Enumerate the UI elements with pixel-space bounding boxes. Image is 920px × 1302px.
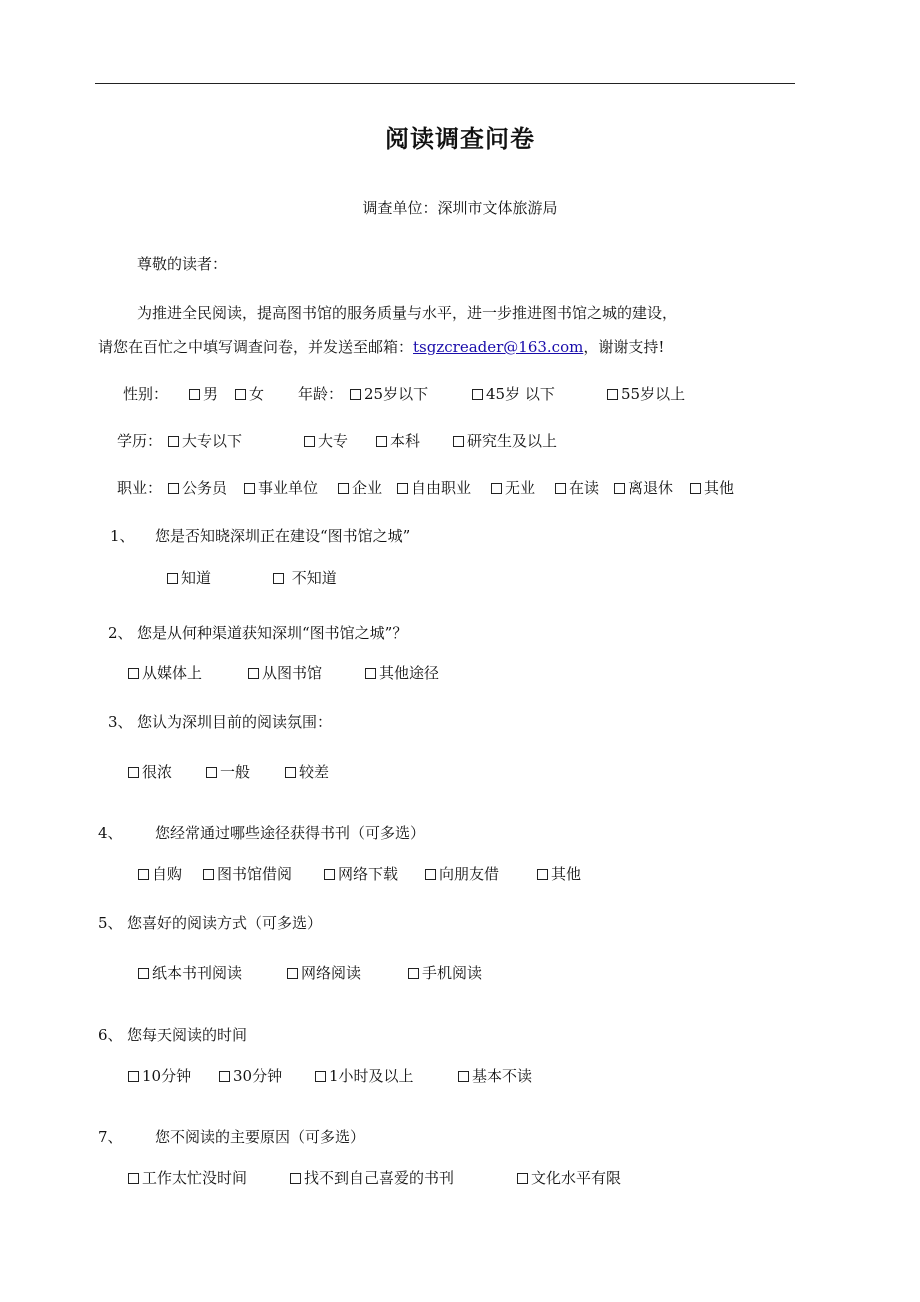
checkbox[interactable] (273, 573, 284, 584)
q4-option-buy[interactable] (138, 864, 182, 884)
option-label: 向朋友借 (439, 865, 500, 883)
intro-line-1: 为推进全民阅读，提高图书馆的服务质量与水平，进一步推进图书馆之城的建设， (137, 304, 678, 322)
option-label: 知道 (181, 569, 212, 587)
option-label: 大专 (318, 432, 349, 450)
education-option-bachelor[interactable] (376, 431, 420, 451)
checkbox[interactable] (458, 1071, 469, 1082)
checkbox[interactable] (290, 1173, 301, 1184)
checkbox[interactable] (128, 668, 139, 679)
option-label: 企业 (352, 479, 383, 497)
q4-option-other[interactable] (537, 864, 581, 884)
q2-option-media[interactable] (128, 663, 202, 683)
checkbox[interactable] (138, 869, 149, 880)
age-label: 年龄： (298, 385, 344, 403)
option-label: 其他 (551, 865, 582, 883)
checkbox[interactable] (203, 869, 214, 880)
q7-option-limited-education[interactable] (517, 1168, 621, 1188)
checkbox[interactable] (304, 436, 315, 447)
q5-option-print[interactable] (138, 963, 242, 983)
occupation-option-student[interactable] (555, 478, 599, 498)
q7-option-too-busy[interactable] (128, 1168, 247, 1188)
option-label: 文化水平有限 (531, 1169, 622, 1187)
q4-option-friends[interactable] (425, 864, 499, 884)
intro-line-2-suffix: ，谢谢支持! (583, 338, 665, 356)
checkbox[interactable] (235, 389, 246, 400)
option-label: 45岁 以下 (486, 385, 555, 403)
checkbox[interactable] (425, 869, 436, 880)
question-5-text: 您喜好的阅读方式（可多选） (127, 914, 323, 932)
option-label: 图书馆借阅 (217, 865, 293, 883)
checkbox[interactable] (128, 1173, 139, 1184)
option-label: 一般 (220, 763, 251, 781)
greeting: 尊敬的读者： (137, 255, 228, 273)
question-5-number: 5、 (98, 914, 123, 932)
question-6-number: 6、 (98, 1026, 123, 1044)
checkbox[interactable] (287, 968, 298, 979)
option-label: 公务员 (182, 479, 228, 497)
occupation-option-enterprise[interactable] (338, 478, 382, 498)
option-label: 其他 (704, 479, 735, 497)
option-label: 基本不读 (472, 1067, 533, 1085)
option-label: 25岁以下 (364, 385, 429, 403)
q5-option-mobile[interactable] (408, 963, 482, 983)
question-2-number: 2、 (108, 624, 133, 642)
checkbox[interactable] (408, 968, 419, 979)
option-label: 网络阅读 (301, 964, 362, 982)
option-label: 离退休 (628, 479, 674, 497)
q3-option-strong[interactable] (128, 762, 172, 782)
checkbox[interactable] (453, 436, 464, 447)
checkbox[interactable] (189, 389, 200, 400)
q4-option-library-borrow[interactable] (203, 864, 292, 884)
q2-option-other[interactable] (365, 663, 439, 683)
option-label: 女 (249, 385, 265, 403)
q7-option-no-favorite-books[interactable] (290, 1168, 454, 1188)
option-label: 55岁以上 (621, 385, 686, 403)
option-label: 较差 (299, 763, 330, 781)
checkbox[interactable] (365, 668, 376, 679)
q1-option-know[interactable] (167, 568, 211, 588)
gender-option-male[interactable] (189, 384, 218, 404)
option-label: 从图书馆 (262, 664, 323, 682)
q2-option-library[interactable] (248, 663, 322, 683)
question-4-number: 4、 (98, 824, 123, 842)
checkbox[interactable] (491, 483, 502, 494)
occupation-option-freelance[interactable] (397, 478, 471, 498)
q4-option-download[interactable] (324, 864, 398, 884)
checkbox[interactable] (350, 389, 361, 400)
option-label: 不知道 (287, 569, 337, 587)
occupation-option-civil-servant[interactable] (168, 478, 227, 498)
checkbox[interactable] (168, 483, 179, 494)
checkbox[interactable] (338, 483, 349, 494)
checkbox[interactable] (248, 668, 259, 679)
option-label: 男 (203, 385, 219, 403)
checkbox[interactable] (138, 968, 149, 979)
checkbox[interactable] (206, 767, 217, 778)
option-label: 1小时及以上 (329, 1067, 414, 1085)
checkbox[interactable] (315, 1071, 326, 1082)
option-label: 研究生及以上 (467, 432, 558, 450)
option-label: 大专以下 (182, 432, 243, 450)
option-label: 在读 (569, 479, 600, 497)
gender-option-female[interactable] (235, 384, 264, 404)
checkbox[interactable] (376, 436, 387, 447)
checkbox[interactable] (537, 869, 548, 880)
question-2-text: 您是从何种渠道获知深圳“图书馆之城”？ (137, 624, 408, 642)
question-7-text: 您不阅读的主要原因（可多选） (155, 1128, 366, 1146)
checkbox[interactable] (472, 389, 483, 400)
q6-option-30min[interactable] (219, 1066, 282, 1086)
option-label: 网络下载 (338, 865, 399, 883)
education-option-graduate[interactable] (453, 431, 557, 451)
option-label: 其他途径 (379, 664, 440, 682)
education-label: 学历： (117, 432, 163, 450)
checkbox[interactable] (168, 436, 179, 447)
option-label: 找不到自己喜爱的书刊 (304, 1169, 455, 1187)
question-3-text: 您认为深圳目前的阅读氛围： (137, 713, 333, 731)
option-label: 很浓 (142, 763, 173, 781)
q6-option-10min[interactable] (128, 1066, 191, 1086)
question-6-text: 您每天阅读的时间 (127, 1026, 248, 1044)
intro-line-2-prefix: 请您在百忙之中填写调查问卷，并发送至邮箱： (98, 338, 414, 356)
option-label: 从媒体上 (142, 664, 203, 682)
option-label: 手机阅读 (422, 964, 483, 982)
question-3-number: 3、 (108, 713, 133, 731)
occupation-option-retired[interactable] (614, 478, 673, 498)
intro-line-2 (98, 337, 664, 357)
option-label: 本科 (390, 432, 421, 450)
survey-organization: 调查单位：深圳市文体旅游局 (362, 199, 558, 217)
checkbox[interactable] (517, 1173, 528, 1184)
q3-option-poor[interactable] (285, 762, 329, 782)
option-label: 30分钟 (233, 1067, 283, 1085)
option-label: 无业 (505, 479, 536, 497)
option-label: 事业单位 (258, 479, 319, 497)
question-7-number: 7、 (98, 1128, 123, 1146)
occupation-option-other[interactable] (690, 478, 734, 498)
q6-option-none[interactable] (458, 1066, 532, 1086)
checkbox[interactable] (607, 389, 618, 400)
checkbox[interactable] (219, 1071, 230, 1082)
age-option-under-45[interactable] (472, 384, 555, 404)
occupation-option-public-institution[interactable] (244, 478, 318, 498)
checkbox[interactable] (167, 573, 178, 584)
checkbox[interactable] (285, 767, 296, 778)
checkbox[interactable] (324, 869, 335, 880)
checkbox[interactable] (397, 483, 408, 494)
education-option-below-college[interactable] (168, 431, 242, 451)
checkbox[interactable] (690, 483, 701, 494)
checkbox[interactable] (614, 483, 625, 494)
option-label: 工作太忙没时间 (142, 1169, 248, 1187)
header-rule (95, 83, 795, 84)
option-label: 自由职业 (411, 479, 472, 497)
option-label: 自购 (152, 865, 183, 883)
age-option-over-55[interactable] (607, 384, 685, 404)
q1-option-dont-know[interactable] (273, 568, 337, 588)
occupation-option-unemployed[interactable] (491, 478, 535, 498)
education-option-college[interactable] (304, 431, 348, 451)
age-option-under-25[interactable] (350, 384, 428, 404)
question-1-number: 1、 (110, 527, 135, 545)
email-link[interactable]: tsgzcreader@163.com (413, 338, 584, 356)
checkbox[interactable] (128, 1071, 139, 1082)
option-label: 10分钟 (142, 1067, 192, 1085)
question-1-text: 您是否知晓深圳正在建设“图书馆之城” (155, 527, 411, 545)
q3-option-average[interactable] (206, 762, 250, 782)
gender-label: 性别： (123, 385, 169, 403)
option-label: 纸本书刊阅读 (152, 964, 243, 982)
checkbox[interactable] (555, 483, 566, 494)
q6-option-1hour[interactable] (315, 1066, 414, 1086)
checkbox[interactable] (244, 483, 255, 494)
q5-option-online[interactable] (287, 963, 361, 983)
checkbox[interactable] (128, 767, 139, 778)
occupation-label: 职业： (117, 479, 163, 497)
question-4-text: 您经常通过哪些途径获得书刊（可多选） (155, 824, 426, 842)
document-title: 阅读调查问卷 (385, 124, 535, 153)
